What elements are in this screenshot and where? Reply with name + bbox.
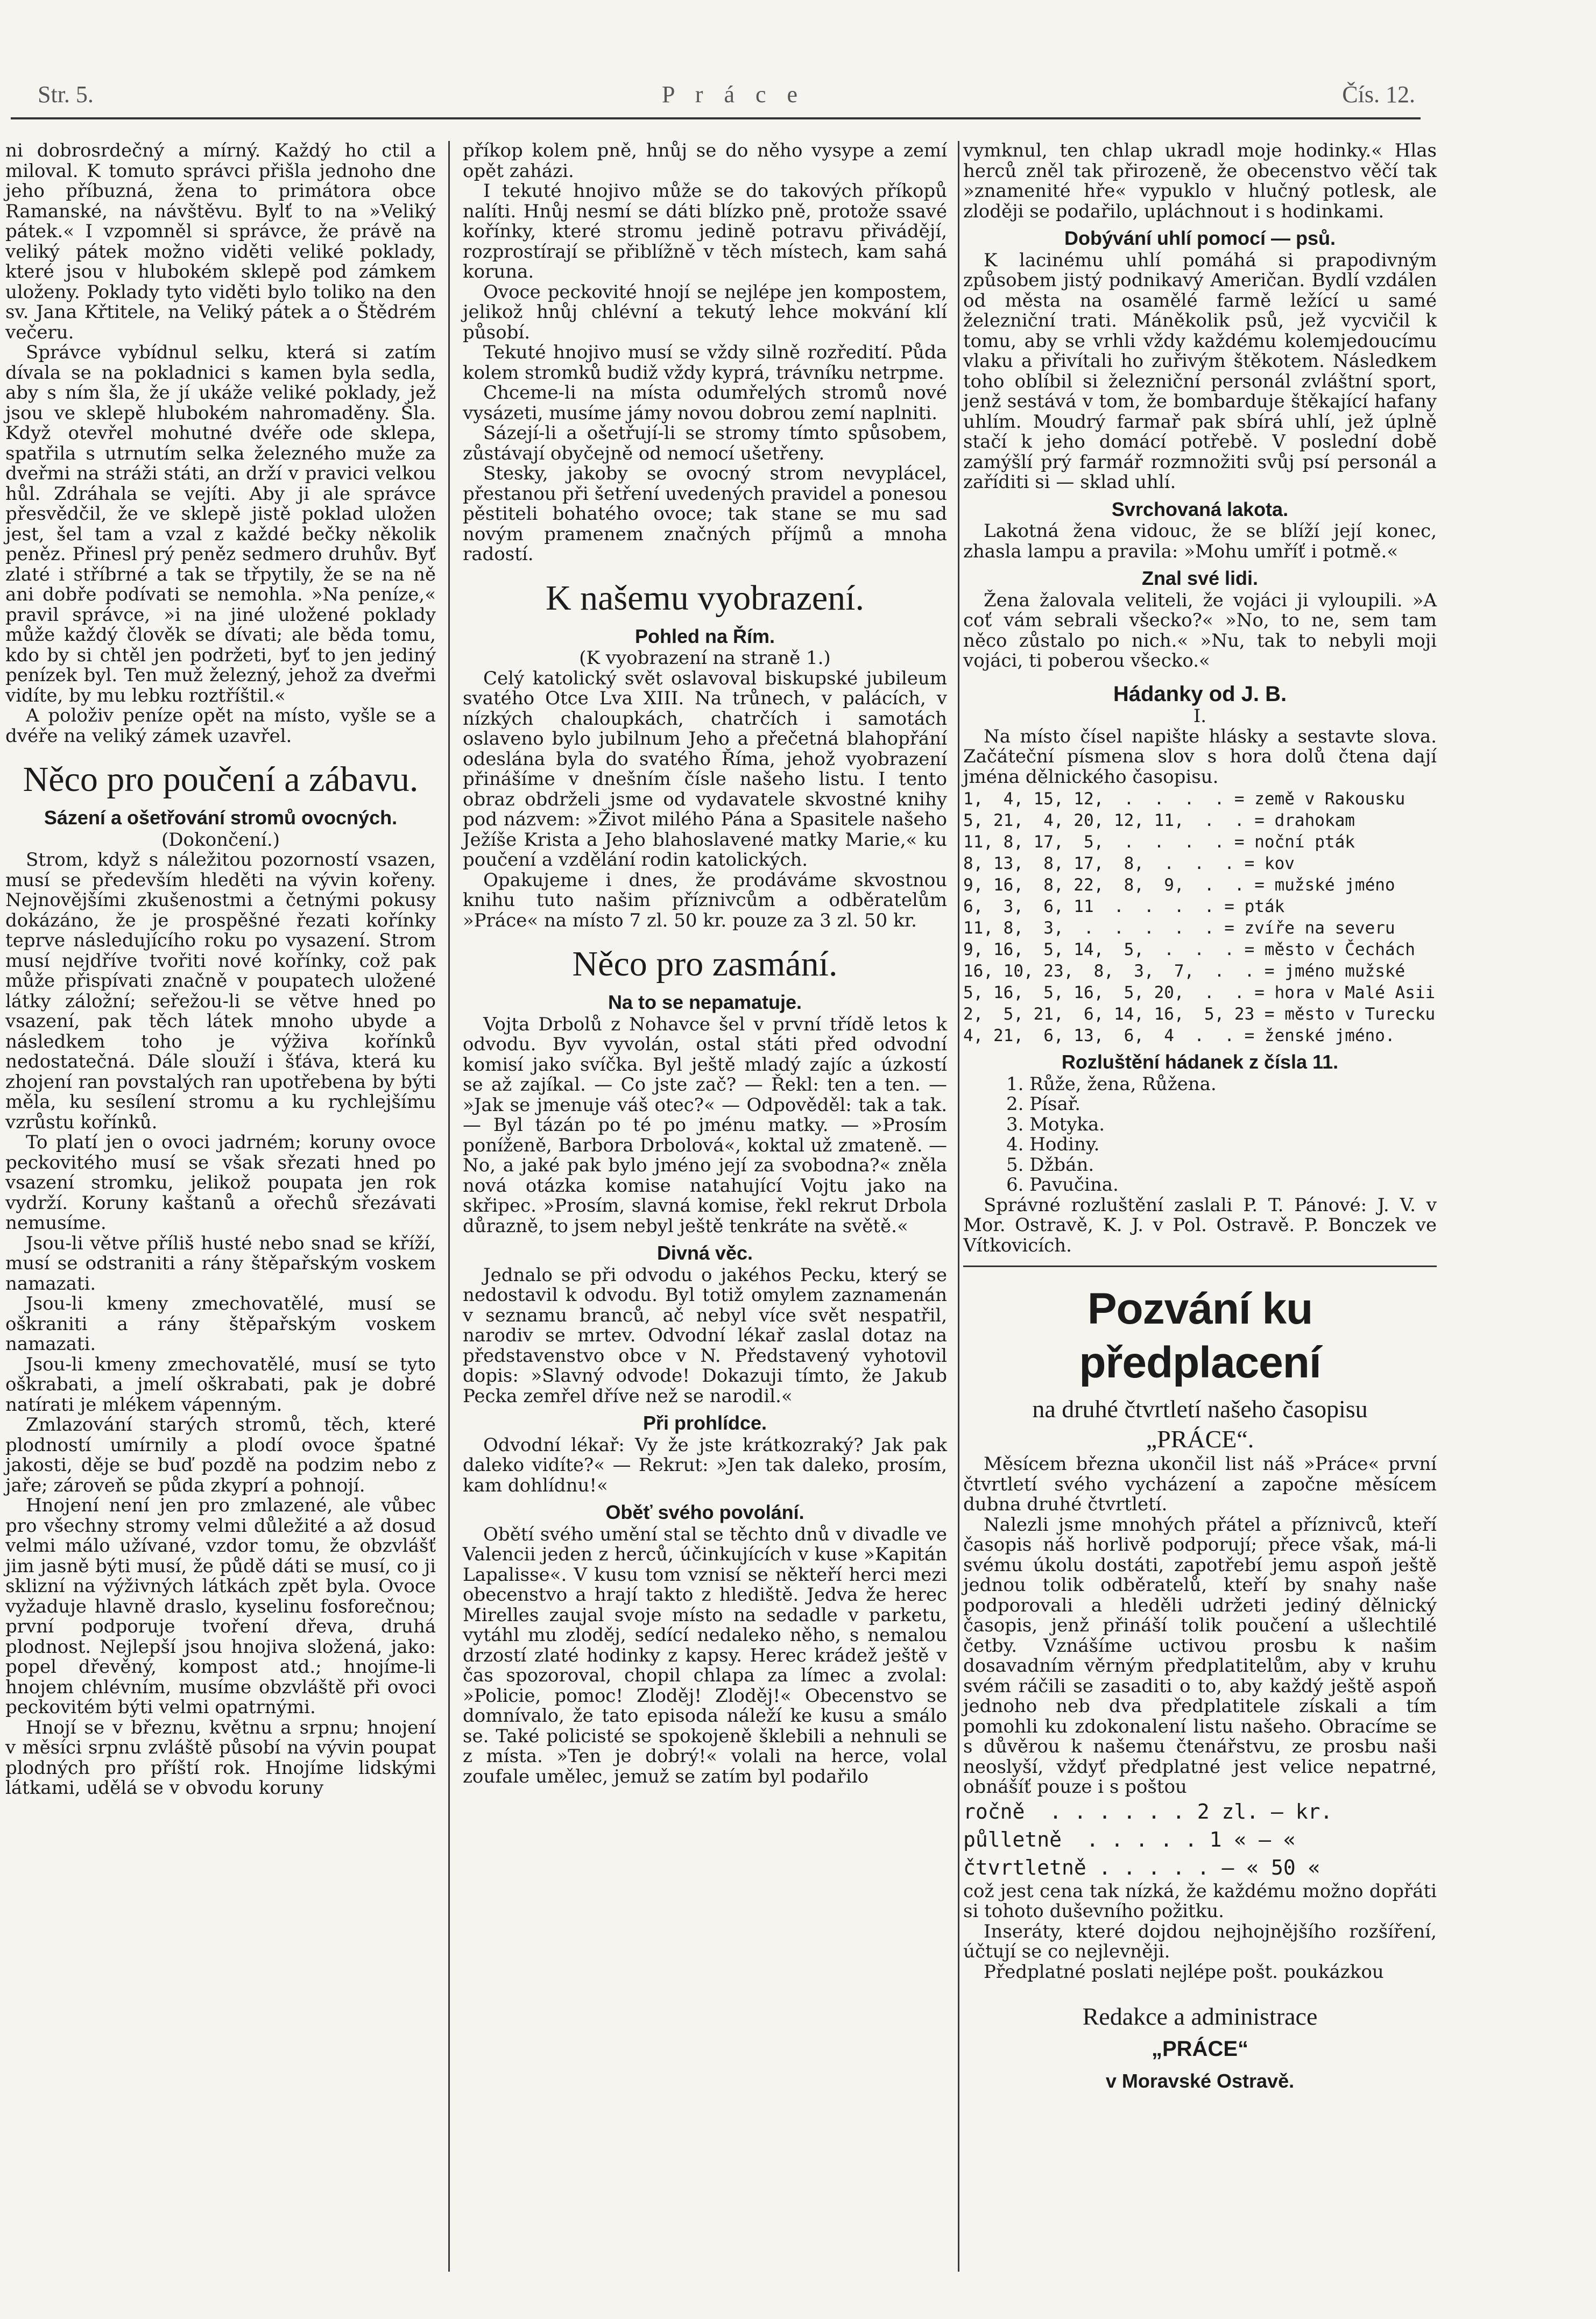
price-row: půlletně . . . . . 1 « — « <box>963 1827 1296 1851</box>
riddle-row: 5, 21, 4, 20, 12, 11, . . = drahokam <box>963 811 1355 830</box>
solutions-title: Rozluštění hádanek z čísla 11. <box>1061 1051 1339 1073</box>
page-header <box>38 81 1415 113</box>
article-paragraph: Hnojí se v březnu, květnu a srpnu; hnojení v měsíci srpnu zvláště působí na vývin poupat plodných pro příští rok. Hnojíme lidskými látkami, udělá se v obvodu koruny <box>5 1716 436 1799</box>
editorial-office <box>963 2000 1437 2097</box>
article-paragraph: Hnojení není jen pro zmlazené, ale vůbec pro všechny stromy velmi důležité a až dosud velmi málo užívané, vzdor tomu, že obzvlášť jim jasně býti musí, že půdě dáti se musí, co ji sklizní na výživných látkách zpět byla. Ovoce vyžaduje hlavně draslo, kyselinu fosforečnou; první podporuje tvoření dřeva, druhá plodnost. Nejlepší jsou hnojiva složená, jako: popel dřevěný, kompost atd.; hnojíme-li hnojem chlévním, musíme obzvláště při ovoci peckovitém býti velmi opatrnými. <box>5 1495 436 1718</box>
article-paragraph: Chceme-li na místa odumřelých stromů nové vysázeti, musíme jámy novou dobrou zemí naplniti. <box>463 382 947 424</box>
riddles-intro: Na místo čísel napište hlásky a sestavte slova. Začáteční písmena slov s hora dolů čtena dají jména dělnického časopisu. <box>963 725 1437 788</box>
payment-note: Předplatné poslati nejlépe pošt. poukázkou <box>984 1961 1384 1983</box>
column-2 <box>463 141 947 1787</box>
issue-number: Čís. 12. <box>1342 81 1415 108</box>
solution-item: 5. Džbán. <box>1006 1154 1094 1176</box>
joke-title: Při prohlídce. <box>642 1412 767 1434</box>
picture-note: (K vyobrazení na straně 1.) <box>579 647 831 669</box>
editor-line: „PRÁCE“ <box>1151 2037 1249 2061</box>
riddles-number: I. <box>1193 705 1207 727</box>
story-paragraph: A položiv peníze opět na místo, vyšle se a dvéře na veliký zámek uzavřel. <box>5 705 436 747</box>
ads-note: Inseráty, které dojdou nejhojnějšího rozšíření, účtují se co nejlevněji. <box>963 1920 1437 1962</box>
article-paragraph: Jsou-li kmeny zmechovatělé, musí se tyto oškrabati, a jmelí oškrabati, pak je dobré natírati je mlékem vápenným. <box>5 1353 436 1416</box>
joke-title: Divná věc. <box>656 1242 753 1264</box>
riddle-row: 1, 4, 15, 12, . . . . = země v Rakousku <box>963 789 1406 809</box>
article-paragraph: Celý katolický svět oslavoval biskupské jubileum svatého Otce Lva XIII. Na trůnech, v palácích, v nízkých chaloupkách, chatrčích i samotách oslaveno bylo jubilnum Jeho a přečetná blahopřání odeslána byla do svatého Říma, jehož vyobrazení přinášíme v dnešním čísle našeho listu. I tento obraz obdrželi jsme od vydavatele skvostné knihy pod názvem: »Život milého Pána a Spasitele našeho Ježíše Krista a Jeho blahoslavené matky Marie,« ku poučení a vzdělání rodin katolických. <box>463 667 947 871</box>
riddle-row: 8, 13, 8, 17, 8, . . . = kov <box>963 854 1295 873</box>
column-1 <box>5 141 436 1799</box>
article-paragraph: I tekuté hnojivo může se do takových příkopů nalíti. Hnůj nesmí se dáti blízko pně, protože ssavé kořínky, které stromu jedině potravu přivádějí, rozprostírají se přiblížně v těch místech, kam sahá koruna. <box>463 180 947 282</box>
invite-paragraph: Měsícem března ukončil list náš »Práce« první čtvrtletí svého vycházení a započne měsícem dubna druhé čtvrtletí. <box>963 1453 1437 1515</box>
riddle-row: 5, 16, 5, 16, 5, 20, . . = hora v Malé Asii <box>963 983 1436 1002</box>
column-3 <box>963 141 1437 2097</box>
riddle-row: 9, 16, 8, 22, 8, 9, . . = mužské jméno <box>963 875 1395 895</box>
note-text: Lakotná žena vidouc, že se blíží její konec, zhasla lampu a pravila: »Mohu umříť i potmě.« <box>963 520 1437 562</box>
note-title: Svrchovaná lakota. <box>1111 498 1289 520</box>
note-title: Znal své lidi. <box>1141 567 1259 589</box>
header-rule <box>11 117 1421 119</box>
note-text: K lacinému uhlí pomáhá si prapodivným způsobem jistý podnikavý Američan. Bydlí vzdálen od města na osamělé farmě ležící u samé železniční trati. Máněkolik psů, jež vycvičil k tomu, aby se vrhli vždy každému kolemjedoucímu vlaku a přivítali ho zuřivým štěkotem. Následkem toho oblíbil si železniční personál zvláštní sport, jenž sestává v tom, že bombarduje štěkající hafany uhlím. Moudrý farmař pak sbírá uhlí, jež úplně stačí k jeho domácí potřebě. V poslední době zamýšlí prý farmář rozmnožiti svůj psí personál a zaříditi si — sklad uhlí. <box>963 249 1437 493</box>
page-number: Str. 5. <box>38 81 94 108</box>
article-note: (Dokončení.) <box>161 829 280 851</box>
joke-title: Oběť svého povolání. <box>605 1501 804 1523</box>
riddle-row: 11, 8, 3, . . . . . = zvíře na severu <box>963 918 1395 938</box>
article-title: Sázení a ošetřování stromů ovocných. <box>44 807 398 829</box>
editor-line: v Moravské Ostravě. <box>1105 2070 1295 2092</box>
invite-paragraph: Nalezli jsme mnohých přátel a příznivců, kteří časopis náš horlivě podporují; přece však, má-li svému úkolu dostáti, zapotřebí jemu aspoň ještě jednou tolik odběratelů, kteří by snahy naše podporovali a hleděli udržeti jediný dělnický časopis, jenž přináší tolik poučení a ušlechtilé četby. Vznášíme uctivou prosbu k našim dosavadním věrným předplatitelům, aby v kruhu svém ráčili se zasaditi o to, aby každý ještě aspoň jednoho neb dva předplatitele získali a tím pomohli ku zdokonalení listu našeho. Obracíme se s důvěrou k našemu čtenářstvu, ze prosbu naši neoslyší, vždyť předplatné jest velice nepatrné, obnášíť pouze i s poštou <box>963 1514 1437 1798</box>
note-text: Žena žalovala veliteli, že vojáci ji vyloupili. »A coť vám sebrali všecko?« »No, to ne, sem tam něco zůstalo po nich.« »Nu, tak to nebyli moji vojáci, ti poberou všecko.« <box>963 589 1437 671</box>
solvers: Správné rozluštění zaslali P. T. Pánové: J. V. v Mor. Ostravě, K. J. v Pol. Ostravě. P. Bonczek ve Vítkovicích. <box>963 1194 1437 1256</box>
editor-line: Redakce a administrace <box>1082 2003 1318 2030</box>
price-row: čtvrtletně . . . . . — « 50 « <box>963 1855 1320 1879</box>
price-row: ročně . . . . . . 2 zl. — kr. <box>963 1799 1333 1823</box>
note-title: Dobývání uhlí pomocí — psů. <box>1064 227 1336 249</box>
solution-item: 4. Hodiny. <box>1006 1134 1100 1155</box>
joke-text: vymknul, ten chlap ukradl moje hodinky.« Hlas herců zněl tak přirozeně, že obecenstvo věčí tak »znamenité hře« vypuklo v hlučný potlesk, ale zloději se podařilo, upláchnout i s hodinkami. <box>963 140 1437 222</box>
riddle-row: 16, 10, 23, 8, 3, 7, . . = jméno mužské <box>963 961 1406 981</box>
solution-item: 1. Růže, žena, Růžena. <box>1006 1073 1217 1095</box>
article-paragraph: Jsou-li větve příliš husté nebo snad se kříží, musí se odstraniti a rány štěpařským voskem namazati. <box>5 1232 436 1295</box>
joke-text: Vojta Drbolů z Nohavce šel v první třídě letos k odvodu. Byv vyvolán, ostal státi před odvodní komisí jako svíčka. Byl ještě mladý zajíc a úzkostí se až zajíkal. — Co jste zač? — Řekl: ten a ten. — »Jak se jmenuje váš otec?« — Odpověděl: tak a tak. — Byl tázán po té po jménu matky. — »Prosím poníženě, Barbora Drbolová«, koktal už zmateně. — No, a jaké pak bylo jméno její za svobodna?« zněla nová otázka komise natahující Vojtu jako na skřipec. »Prosím, slavná komise, řekl rekrut Drbola důrazně, to jsem nebyl ještě tenkráte na světě.« <box>463 1013 947 1237</box>
solution-item: 2. Písař. <box>1006 1093 1081 1115</box>
invite-title: Pozvání ku předplacení <box>1079 1284 1321 1387</box>
article-paragraph: To platí jen o ovoci jadrném; koruny ovoce peckovitého musí se však sřezati hned po vsazení stromku, jelikož poupata jen rok vydrží. Koruny kaštanů a ořechů sřezávati nemusíme. <box>5 1132 436 1234</box>
joke-title: Na to se nepamatuje. <box>608 991 802 1013</box>
article-paragraph: Ovoce peckovité hnojí se nejlépe jen kompostem, jelikož hnůj chlévní a tekutý lehce mokvání klí působí. <box>463 281 947 343</box>
article-paragraph: Jsou-li kmeny zmechovatělé, musí se oškraniti a rány štěpařským voskem namazati. <box>5 1293 436 1355</box>
invite-journal-name: „PRÁCE“. <box>1146 1425 1254 1453</box>
article-paragraph: Opakujeme i dnes, že prodáváme skvostnou knihu tuto našim příznivcům a odběratelům »Práce« na místo 7 zl. 50 kr. pouze za 3 zl. 50 kr. <box>463 869 947 931</box>
riddle-row: 11, 8, 17, 5, . . . . = noční pták <box>963 832 1355 852</box>
solution-item: 3. Motyka. <box>1006 1113 1105 1135</box>
price-list <box>963 1798 1437 1882</box>
article-paragraph: Sázejí-li a ošetřují-li se stromy tímto spůsobem, zůstávají obyčejně od nemocí ušetřeny. <box>463 422 947 464</box>
article-paragraph: Stesky, jakoby se ovocný strom nevyplácel, přestanou při šetření uvedených pravidel a ponesou pěstiteli bohatého ovoce; tak stane se mu sad novým pramenem značných příjmů a mnoha radostí. <box>463 463 947 565</box>
joke-text: Odvodní lékař: Vy že jste krátkozraký? Jak pak daleko vidíte?« — Rekrut: »Jen tak daleko, prosím, kam dohlídnu!« <box>463 1434 947 1496</box>
column-rule-2 <box>958 141 959 2272</box>
picture-title: Pohled na Řím. <box>634 625 775 647</box>
solutions-list <box>963 1074 1437 1196</box>
riddle-table <box>963 789 1437 1045</box>
divider <box>963 1265 1437 1267</box>
column-rule-1 <box>448 141 450 2272</box>
article-paragraph: Zmlazování starých stromů, těch, které plodností umírnily a plodí ovoce špatné jakosti, děje se buď pozdě na podzim nebo z jaře; zároveň se půda zkyprí a pohnojí. <box>5 1414 436 1496</box>
riddle-row: 2, 5, 21, 6, 14, 16, 5, 23 = město v Turecku <box>963 1005 1436 1024</box>
solution-item: 6. Pavučina. <box>1006 1174 1119 1196</box>
joke-text: Obětí svého umění stal se těchto dnů v divadle ve Valencii jeden z herců, účinkujících v kuse »Kapitán Lapalisse«. V kusu tom vznisí se někteří herci mezi obecenstvo a hrají takto z hlediště. Jedva že herec Mirelles zaujal svoje místo na sedadle v parketu, vytáhl mu zloděj, sedící nedaleko něho, s nemalou drzostí zlaté hodinky z kapsy. Herec krádež ještě v čas spozoroval, chopil chlapa za límec a zvolal: »Policie, pomoc! Zloděj! Zloděj!« Obecenstvo se domnívalo, že tato episoda náleží ke kusu a smálo se. Také policisté se spokojeně šklebili a nehnuli se z místa. »Ten je dobrý!« volali na herce, volal zoufale umělec, jemuž se zatím byl podařilo <box>463 1523 947 1787</box>
section-title: Něco pro poučení a zábavu. <box>23 760 419 799</box>
invite-paragraph: což jest cena tak nízká, že každému možno dopřáti si tohoto duševního požitku. <box>963 1880 1437 1922</box>
article-paragraph: Tekuté hnojivo musí se vždy silně rozředití. Půda kolem stromků budiž vždy kyprá, trávníku netrpme. <box>463 342 947 384</box>
invite-subtitle: na druhé čtvrtletí našeho časopisu <box>1032 1395 1368 1423</box>
riddles-title: Hádanky od J. B. <box>1113 682 1287 706</box>
article-paragraph: příkop kolem pně, hnůj se do něho vysype a zemí opět zaházi. <box>463 140 947 182</box>
riddle-row: 4, 21, 6, 13, 6, 4 . . = ženské jméno. <box>963 1026 1395 1045</box>
story-paragraph: ni dobrosrdečný a mírný. Každý ho ctil a miloval. K tomuto správci přišla jednoho dne jeho příbuzná, žena to primátora obce Ramanské, na návštěvu. Bylť to na »Veliký pátek.« I vzpomněl si správce, že právě na veliký pátek možno viděti veliké poklady, které jsou v hlubokém sklepě pod zámkem uloženy. Poklady tyto viděti bylo toliko na den sv. Jana Křtitele, na Veliký pátek a o Štědrém večeru. <box>5 140 436 343</box>
section-title: Něco pro zasmání. <box>572 944 838 984</box>
story-paragraph: Správce vybídnul selku, která si zatím dívala se na pokladnici s kamen byla sedla, aby s ním šla, že jí ukáže veliké poklady, jež jsou ve sklepě hlubokém nahromaděny. Šla. Když otevřel mohutné dvéře ode sklepa, spatřila s utrnutím selka železného muže za dveřmi na stráži státi, an drží v pravici velkou hůl. Zdráhala se vejíti. Aby ji ale správce přesvědčil, že ve sklepě jistě poklad uložen jest, šel tam a vzal z každé bečky několik peněz. Přinesl prý peněz sedmero druhův. Byť zlaté i stříbrné a tak se třpytily, že se na ně ani dobře podívati se nemohla. »Na peníze,« pravil správce, »i na jiné uložené poklady může každý člověk se dívati; ale běda tomu, kdo by si chtěl jen podržeti, byť to jen jediný penízek byl. Ten muž železný, jehož za dveřmi vidíte, by mu lebku roztříštil.« <box>5 342 436 706</box>
riddle-row: 6, 3, 6, 11 . . . . = pták <box>963 897 1285 916</box>
masthead: P r á c e <box>662 81 806 108</box>
riddle-row: 9, 16, 5, 14, 5, . . . = město v Čechách <box>963 940 1415 959</box>
article-paragraph: Strom, když s náležitou pozorností vsazen, musí se především hleděti na vývin kořeny. Nejnovějšími zkušenostmi a četnými pokusy dokázáno, že je prospěšné řezati kořínky teprve následujícího roku po vysazení. Strom musí nejdříve tvořiti nové kořínky, což pak může přispívati značně v poupatech uložené látky záložní; seřežou-li se větve hned po vsazení, pak těch látek mnoho ubyde a následkem toho je výživa kořínků nedostatečná. Dále slouží i šťáva, která ku zhojení ran povstalých ran upotřebena by býti měla, ku sesílení stromu a ku rychlejšímu vzrůstu kořínků. <box>5 849 436 1133</box>
section-title: K našemu vyobrazení. <box>546 578 864 618</box>
joke-text: Jednalo se při odvodu o jakéhos Pecku, který se nedostavil k odvodu. Byl totiž omylem zaznamenán v seznamu branců, ač nebyl více svět nespatřil, narodiv se mrtev. Odvodní lékař zaslal dotaz na představenstvo obce v N. Představený vyhotovil dopis: »Slavný odvode! Dokazuji tímto, že Jakub Pecka zemřel dříve než se narodil.« <box>463 1264 947 1407</box>
